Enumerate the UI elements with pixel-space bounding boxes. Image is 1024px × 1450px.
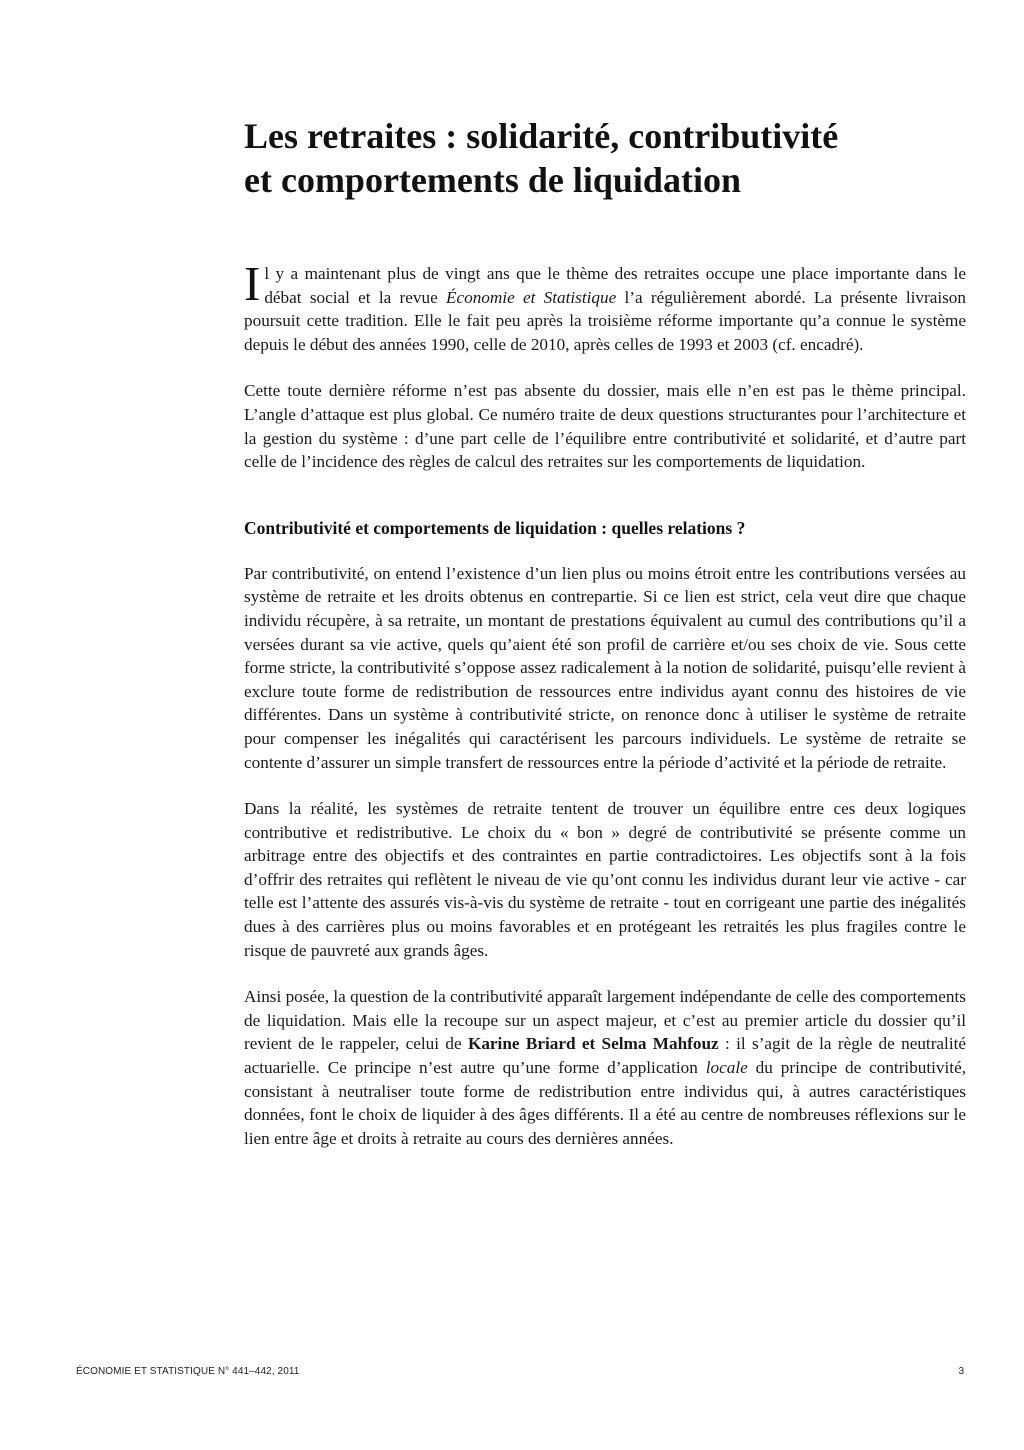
article-title (244, 114, 964, 202)
page-footer (76, 1366, 964, 1382)
intro-paragraph (244, 256, 966, 356)
footer-journal-info: ÉCONOMIE ET STATISTIQUE N° 441–442, 2011 (76, 1366, 300, 1377)
italic-word: locale (705, 1058, 748, 1078)
article-title-line-2: et comportements de liquidation (244, 160, 741, 200)
section-subheading: Contributivité et comportements de liquidation : quelles relations ? (244, 517, 746, 538)
article-title-line-1: Les retraites : solidarité, contributivité (244, 116, 839, 156)
drop-cap: I (244, 256, 261, 311)
paragraph-2: Cette toute dernière réforme n’est pas absente du dossier, mais elle n’en est pas le thème principal. L’angle d’attaque est plus global. Ce numéro traite de deux questions structurantes pour l’architecture et la gestion du système : d’une part celle de l’équilibre entre contributivité et solidarité, et d’autre part celle de l’incidence des règles de calcul des retraites sur les comportements de liquidation. (244, 381, 966, 472)
paragraph-5-text-middle: : il s’agit de la règle de neutralité actuarielle. Ce principe n’est autre qu’une forme d’application (244, 1034, 967, 1078)
paragraph-3: Par contributivité, on entend l’existence d’un lien plus ou moins étroit entre les contributions versées au système de retraite et les droits obtenus en contrepartie. Si ce lien est strict, cela veut dire que chaque individu récupère, à sa retraite, un montant de prestations équivalent au cumul des contributions qu’il a versées durant sa vie active, quels qu’aient été son profil de carrière et/ou ses choix de vie. Sous cette forme stricte, la contributivité s’oppose assez radicalement à la notion de solidarité, puisqu’elle revient à exclure toute forme de redistribution de ressources entre individus ayant connu des histoires de vie différentes. Dans un système à contributivité stricte, on renonce donc à utiliser le système de retraite pour compenser les inégalités qui caractérisent les parcours individuels. Le système de retraite se contente d’assurer un simple transfert de ressources entre la période d’activité et la période de retraite. (244, 563, 966, 772)
paragraph-5 (244, 985, 966, 1150)
intro-text-after: l’a régulièrement abordé. La présente livraison poursuit cette tradition. Elle le fait peu après la troisième réforme importante qu’a connue le système depuis le début des années 1990, celle de 2010, après celles de 1993 et 2003 (cf. encadré). (244, 287, 966, 354)
paragraph-4: Dans la réalité, les systèmes de retraite tentent de trouver un équilibre entre ces deux logiques contributive et redistributive. Le choix du « bon » degré de contributivité se présente comme un arbitrage entre des objectifs et des contraintes en partie contradictoires. Les objectifs sont à la fois d’offrir des retraites qui reflètent le niveau de vie qu’ont connu les individus durant leur vie active - car telle est l’attente des assurés vis-à-vis du système de retraite - tout en corrigeant une partie des inégalités dues à des carrières plus ou moins favorables et en protégeant les retraités les plus fragiles contre le risque de pauvreté aux grands âges. (244, 799, 966, 960)
intro-text: l y a maintenant plus de vingt ans que le thème des retraites occupe une place importante dans le débat social et la revue (264, 264, 966, 307)
paragraph-5-text-before: Ainsi posée, la question de la contributivité apparaît largement indépendante de celle des comportements de liquidation. Mais elle la recoupe sur un aspect majeur, et c’est au premier article du dossier qu’il revient de le rappeler, celui de (244, 987, 966, 1054)
article-authors: Karine Briard et Selma Mahfouz (467, 1034, 719, 1054)
journal-name: Économie et Statistique (445, 287, 617, 307)
paragraph-5-text-after: du principe de contributivité, consistant à neutraliser toute forme de redistribution entre individus qui, à autres caractéristiques données, font le choix de liquider à des âges différents. Il a été au centre de nombreuses réflexions sur le lien entre âge et droits à retraite au cours des dernières années. (244, 1058, 967, 1148)
article-body (244, 256, 967, 1173)
page-number: 3 (958, 1366, 964, 1377)
